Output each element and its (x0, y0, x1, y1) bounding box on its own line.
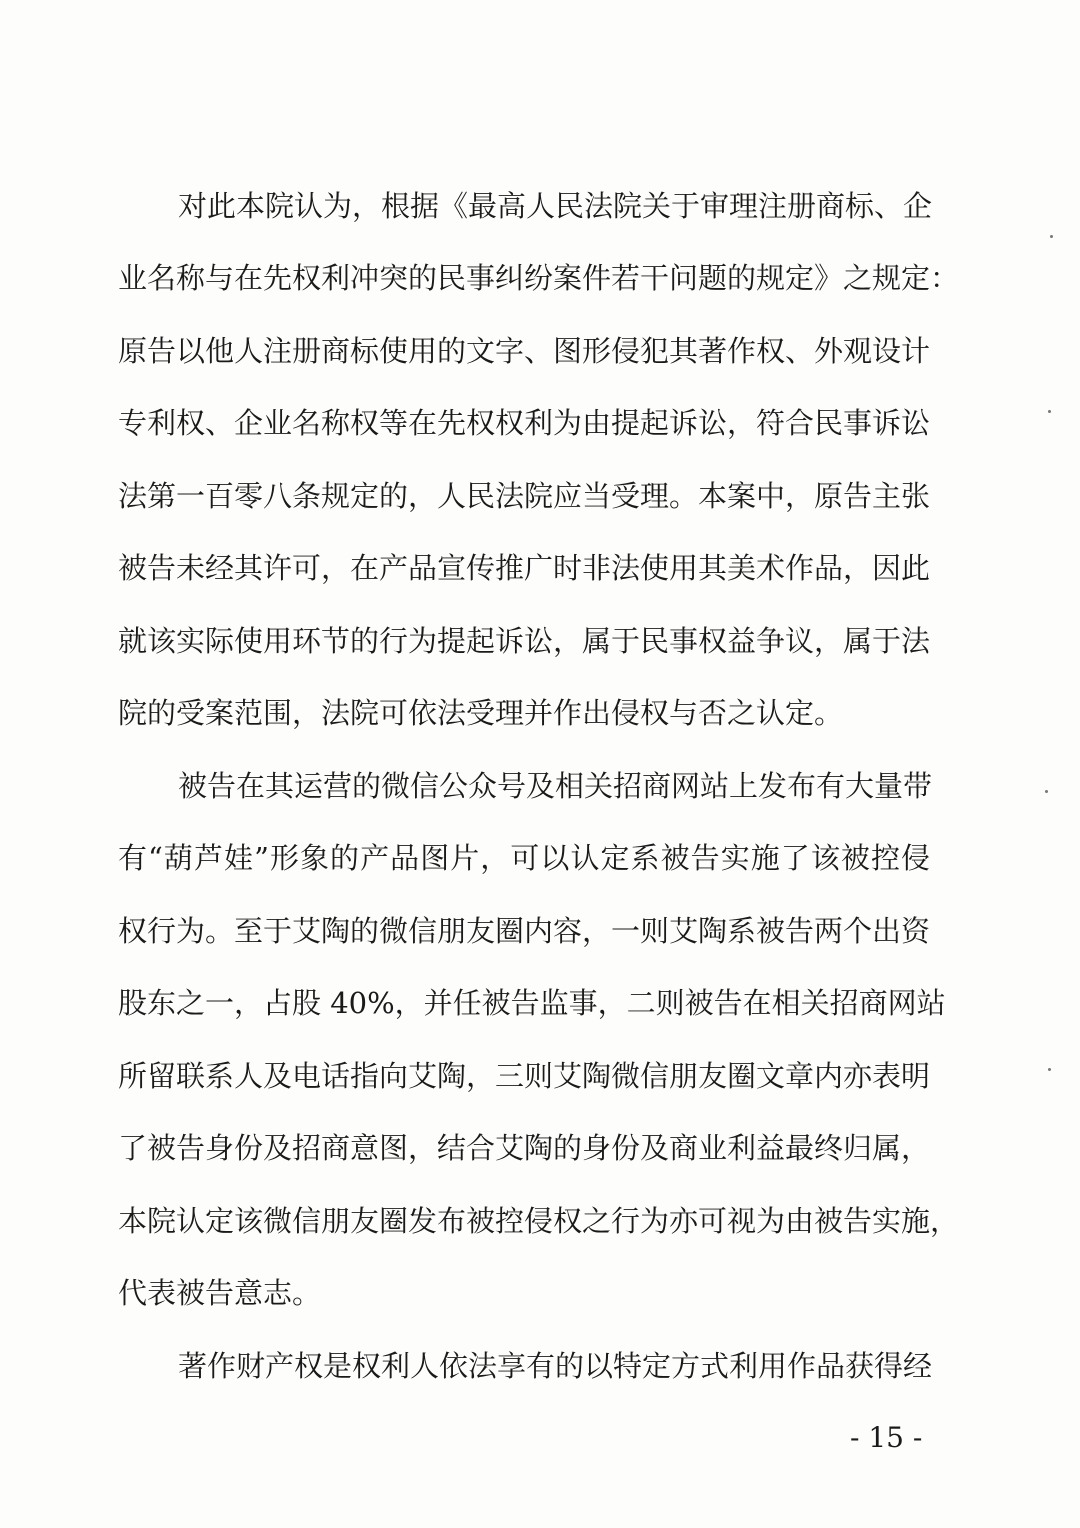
paragraph-line: 著作财产权是权利人依法享有的以特定方式利用作品获得经 (178, 1349, 933, 1383)
paragraph-line: 被告未经其许可，在产品宣传推广时非法使用其美术作品，因此 (118, 551, 931, 585)
paragraph-line: 原告以他人注册商标使用的文字、图形侵犯其著作权、外观设计 (118, 334, 931, 368)
paragraph-line: 院的受案范围，法院可依法受理并作出侵权与否之认定。 (118, 696, 844, 730)
scan-speck (1048, 410, 1051, 413)
paragraph-line: 有“葫芦娃”形象的产品图片，可以认定系被告实施了该被控侵 (118, 841, 930, 875)
paragraph-line: 法第一百零八条规定的，人民法院应当受理。本案中，原告主张 (118, 479, 931, 513)
scan-speck (1045, 790, 1048, 793)
paragraph-line: 被告在其运营的微信公众号及相关招商网站上发布有大量带 (178, 769, 933, 803)
paragraph-line: 所留联系人及电话指向艾陶，三则艾陶微信朋友圈文章内亦表明 (118, 1059, 931, 1093)
paragraph-line: 本院认定该微信朋友圈发布被控侵权之行为亦可视为由被告实施， (118, 1204, 960, 1238)
scan-speck (1050, 235, 1053, 238)
paragraph-line: 对此本院认为，根据《最高人民法院关于审理注册商标、企 (178, 189, 933, 223)
paragraph-line: 专利权、企业名称权等在先权权利为由提起诉讼，符合民事诉讼 (118, 406, 931, 440)
paragraph-line: 业名称与在先权利冲突的民事纠纷案件若干问题的规定》之规定： (118, 261, 960, 295)
paragraph-line: 股东之一，占股 40%，并任被告监事，二则被告在相关招商网站 (118, 986, 946, 1020)
page-number: - 15 - (850, 1421, 923, 1454)
paragraph-line: 了被告身份及招商意图，结合艾陶的身份及商业利益最终归属， (118, 1131, 931, 1165)
paragraph-line: 权行为。至于艾陶的微信朋友圈内容，一则艾陶系被告两个出资 (118, 914, 931, 948)
scan-speck (1048, 1068, 1051, 1071)
paragraph-line: 代表被告意志。 (118, 1276, 322, 1310)
paragraph-line: 就该实际使用环节的行为提起诉讼，属于民事权益争议，属于法 (118, 624, 931, 658)
